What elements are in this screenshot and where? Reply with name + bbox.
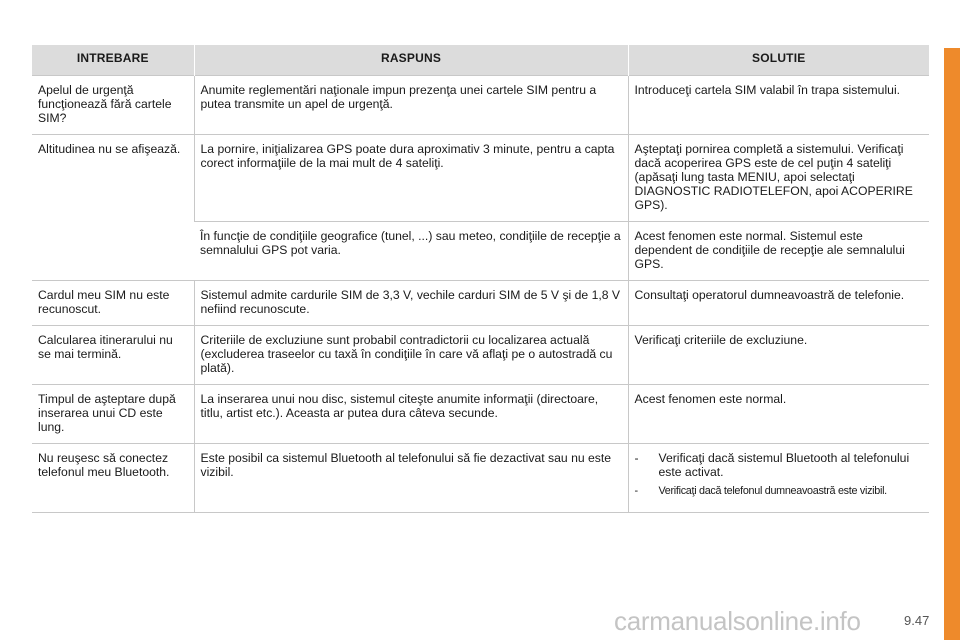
answer-cell: În funcţie de condiţiile geografice (tunel, ...) sau meteo, condiţiile de recepţie a semnalului GPS pot varia. — [194, 222, 628, 281]
question-cell: Cardul meu SIM nu este recunoscut. — [32, 281, 194, 326]
table-row — [32, 76, 929, 135]
solution-list-item — [635, 451, 924, 479]
answer-cell: Este posibil ca sistemul Bluetooth al telefonului să fie dezactivat sau nu este vizibil. — [194, 444, 628, 513]
table-row — [32, 326, 929, 385]
answer-cell: Anumite reglementări naţionale impun prezenţa unei cartele SIM pentru a putea transmite un apel de urgenţă. — [194, 76, 628, 135]
solution-item-text: Verificaţi dacă sistemul Bluetooth al telefonului este activat. — [658, 451, 910, 479]
header-question: INTREBARE — [32, 45, 194, 76]
page-number: 9.47 — [904, 613, 930, 628]
solution-cell: Acest fenomen este normal. — [628, 385, 929, 444]
answer-cell: La inserarea unui nou disc, sistemul citeşte anumite informaţii (directoare, titlu, artist etc.). Aceasta ar putea dura câteva secunde. — [194, 385, 628, 444]
troubleshooting-table — [32, 45, 929, 513]
solution-cell: Introduceţi cartela SIM valabil în trapa sistemului. — [628, 76, 929, 135]
solution-cell: Verificaţi criteriile de excluziune. — [628, 326, 929, 385]
solution-cell: Consultaţi operatorul dumneavoastră de telefonie. — [628, 281, 929, 326]
list-dash: - — [634, 451, 639, 465]
orange-page-band — [944, 48, 960, 640]
header-solution: SOLUTIE — [628, 45, 929, 76]
solution-item-text: Verificaţi dacă telefonul dumneavoastră este vizibil. — [658, 485, 887, 497]
question-cell: Apelul de urgenţă funcţionează fără cartele SIM? — [32, 76, 194, 135]
answer-cell: Sistemul admite cardurile SIM de 3,3 V, vechile carduri SIM de 5 V şi de 1,8 V nefiind recunoscute. — [194, 281, 628, 326]
table-row — [32, 135, 929, 222]
solution-cell: Aşteptaţi pornirea completă a sistemului. Verificaţi dacă acoperirea GPS este de cel puţin 4 sateliţi (apăsaţi lung tasta MENIU, apoi selectaţi DIAGNOSTIC RADIOTELEFON, apoi ACOPERIRE GPS). — [628, 135, 929, 222]
solution-cell — [628, 444, 929, 513]
question-cell: Calcularea itinerarului nu se mai termină. — [32, 326, 194, 385]
solution-list-item — [635, 484, 924, 498]
question-cell: Nu reuşesc să conectez telefonul meu Bluetooth. — [32, 444, 194, 513]
table-row — [32, 385, 929, 444]
header-answer: RASPUNS — [194, 45, 628, 76]
answer-cell: Criteriile de excluziune sunt probabil contradictorii cu localizarea actuală (excluderea traseelor cu taxă în condiţiile în care vă aflaţi pe o autostradă cu plată). — [194, 326, 628, 385]
solution-cell: Acest fenomen este normal. Sistemul este dependent de condiţiile de recepţie ale semnalului GPS. — [628, 222, 929, 281]
question-cell: Timpul de aşteptare după inserarea unui CD este lung. — [32, 385, 194, 444]
question-cell: Altitudinea nu se afişează. — [32, 135, 194, 281]
table-header-row — [32, 45, 929, 76]
watermark-text: carmanualsonline.info — [614, 606, 861, 636]
list-dash: - — [634, 485, 638, 497]
answer-cell: La pornire, iniţializarea GPS poate dura aproximativ 3 minute, pentru a capta corect informaţiile de la mai mult de 4 sateliţi. — [194, 135, 628, 222]
table-row — [32, 281, 929, 326]
table-row — [32, 444, 929, 513]
solution-list — [635, 451, 924, 498]
